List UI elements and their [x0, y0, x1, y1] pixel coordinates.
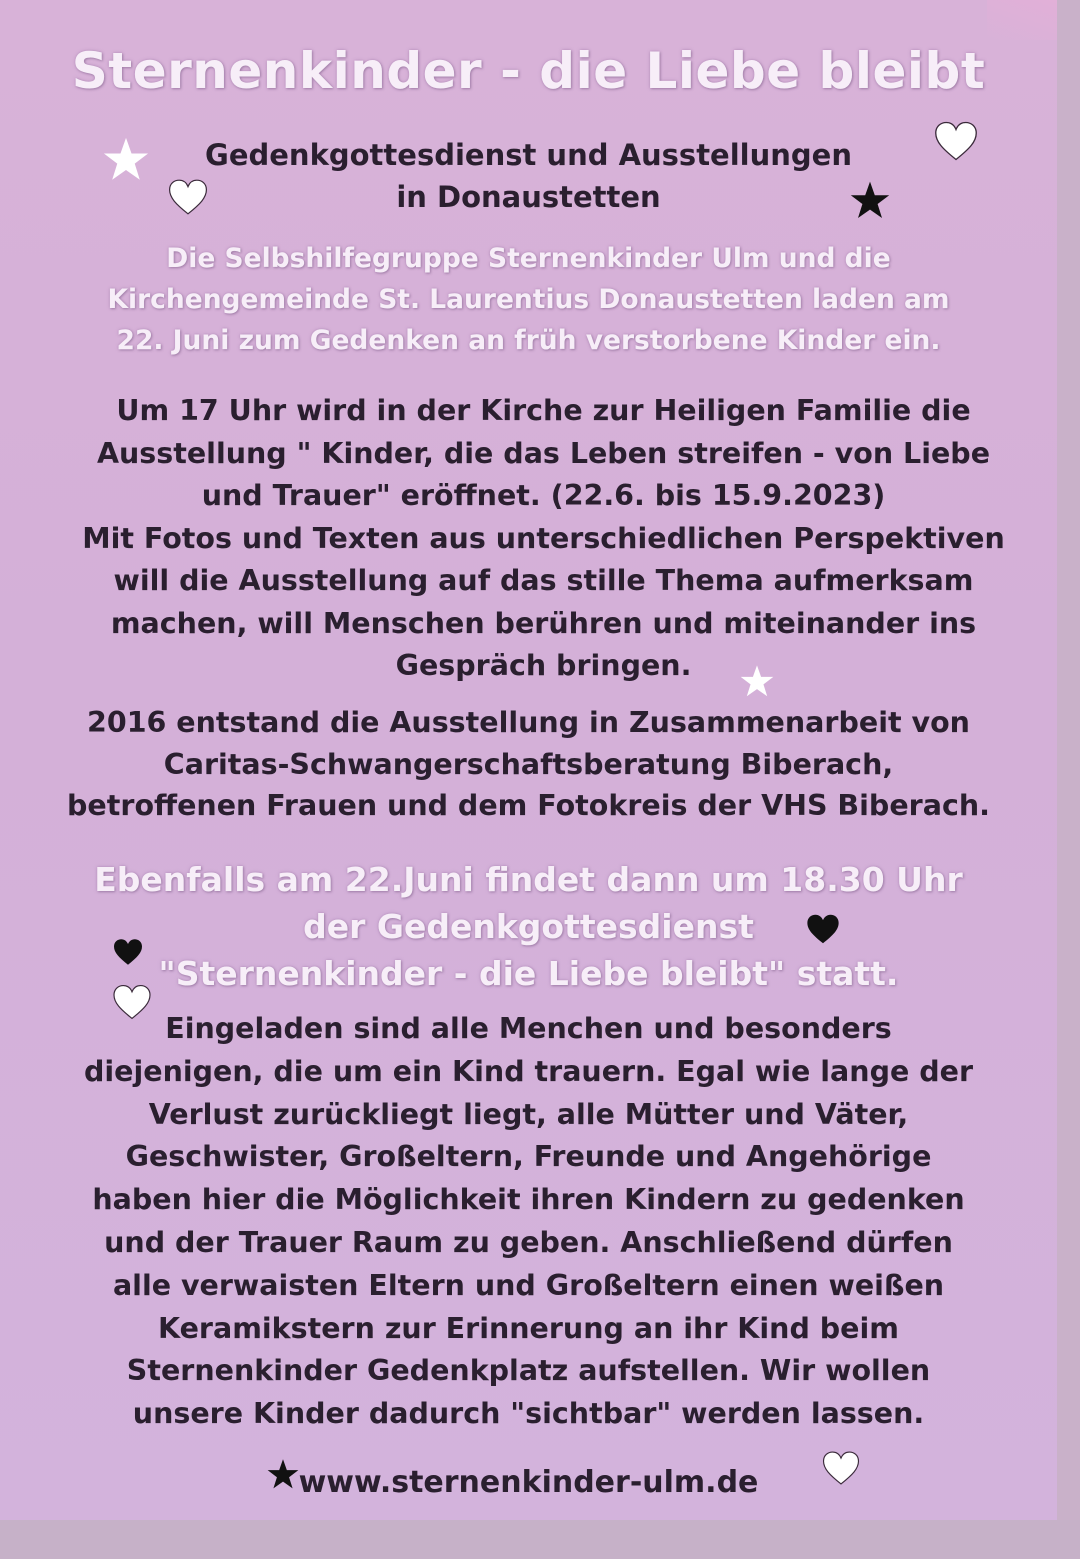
heart-icon — [934, 120, 978, 162]
service-line: Ebenfalls am 22.Juni findet dann um 18.30 Uhr — [94, 860, 963, 899]
bottom-border-strip — [0, 1520, 1080, 1559]
service-line: "Sternenkinder - die Liebe bleibt" statt. — [158, 954, 899, 993]
exhibition-line: will die Ausstellung auf das stille Thema aufmerksam — [113, 564, 974, 597]
invitation-line: Geschwister, Großeltern, Freunde und Angehörige — [125, 1140, 932, 1174]
invitation-line: Keramikstern zur Erinnerung an ihr Kind beim — [158, 1311, 899, 1345]
service-line: der Gedenkgottesdienst — [303, 907, 754, 946]
exhibition-line: und Trauer" eröffnet. (22.6. bis 15.9.2023) — [201, 479, 886, 512]
heart-icon — [112, 984, 152, 1020]
exhibition-line: Ausstellung " Kinder, die das Leben streifen - von Liebe — [96, 436, 991, 470]
invitation-line: haben hier die Möglichkeit ihren Kindern zu gedenken — [92, 1183, 965, 1217]
history-paragraph — [0, 702, 1057, 827]
exhibition-line: Um 17 Uhr wird in der Kirche zur Heiligen Familie die — [116, 394, 971, 427]
history-line: 2016 entstand die Ausstellung in Zusammenarbeit von — [87, 706, 970, 739]
right-border-strip — [1057, 0, 1080, 1520]
invitation-line: Eingeladen sind alle Menchen und besonders — [165, 1012, 892, 1045]
heart-icon — [112, 938, 144, 966]
exhibition-paragraph — [10, 390, 1077, 688]
history-line: betroffenen Frauen und dem Fotokreis der VHS Biberach. — [67, 789, 990, 822]
page-title: Sternenkinder - die Liebe bleibt — [71, 42, 986, 100]
heart-icon — [822, 1450, 860, 1486]
intro-paragraph — [20, 238, 1037, 361]
exhibition-line: Mit Fotos und Texten aus unterschiedlichen Perspektiven — [82, 521, 1005, 555]
subtitle — [0, 134, 1057, 218]
heart-icon — [806, 911, 840, 947]
invitation-line: alle verwaisten Eltern und Großeltern einen weißen — [112, 1268, 945, 1302]
invitation-line: Sternenkinder Gedenkplatz aufstellen. Wir wollen — [126, 1354, 931, 1388]
subtitle-line: Gedenkgottesdienst und Ausstellungen — [205, 138, 852, 172]
website-url: www.sternenkinder-ulm.de — [298, 1465, 759, 1500]
invitation-line: diejenigen, die um ein Kind trauern. Egal wie lange der — [83, 1054, 974, 1088]
heart-icon — [168, 178, 208, 216]
intro-line: Die Selbshilfegruppe Sternenkinder Ulm und die — [166, 243, 891, 274]
exhibition-line: machen, will Menschen berühren und miteinander ins — [110, 606, 977, 640]
star-icon — [103, 136, 149, 182]
intro-line: Kirchengemeinde St. Laurentius Donaustetten laden am — [107, 284, 950, 315]
history-line: Caritas-Schwangerschaftsberatung Biberach, — [163, 747, 894, 781]
service-paragraph — [0, 856, 1057, 997]
invitation-line: und der Trauer Raum zu geben. Anschließend dürfen — [104, 1225, 953, 1259]
star-icon — [850, 180, 890, 220]
invitation-line: Verlust zurückliegt liegt, alle Mütter und Väter, — [148, 1097, 909, 1131]
invitation-paragraph — [0, 1008, 1057, 1436]
intro-line: 22. Juni zum Gedenken an früh verstorbene Kinder ein. — [116, 325, 941, 356]
star-icon — [740, 664, 774, 698]
exhibition-line: Gespräch bringen. — [395, 649, 692, 682]
invitation-line: unsere Kinder dadurch "sichtbar" werden lassen. — [132, 1397, 925, 1431]
subtitle-line: in Donaustetten — [396, 180, 661, 214]
star-icon — [267, 1458, 299, 1490]
